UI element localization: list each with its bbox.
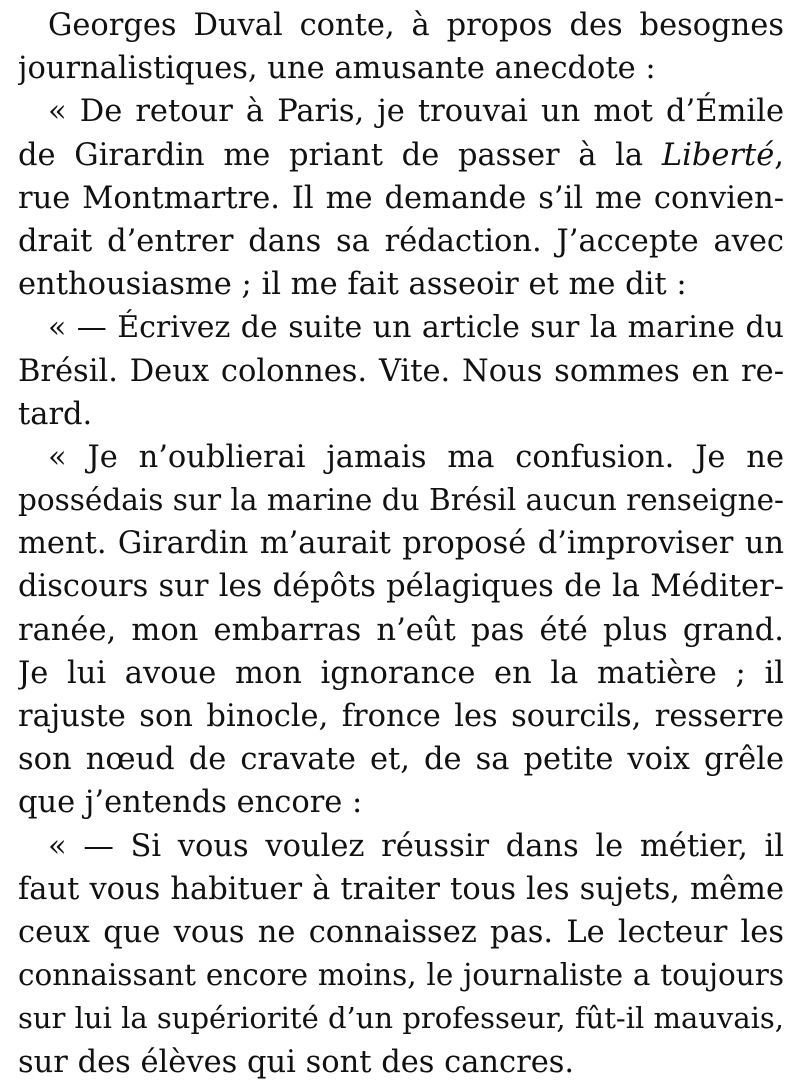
text-line bbox=[18, 954, 784, 997]
line-text: Je lui avoue mon ignorance en la matière ; il bbox=[18, 655, 784, 691]
line-text: « — Écrivez de suite un article sur la marine du bbox=[48, 310, 784, 346]
text-line bbox=[18, 911, 784, 954]
line-text: sur des élèves qui sont des cancres. bbox=[18, 1044, 575, 1080]
text-line bbox=[18, 868, 784, 911]
line-text: ment. Girardin m’aurait proposé d’improviser un bbox=[18, 526, 784, 562]
line-text: discours sur les dépôts pélagiques de la Méditer- bbox=[18, 569, 784, 605]
text-line bbox=[18, 393, 784, 436]
text-line bbox=[18, 263, 784, 306]
line-text: faut vous habituer à traiter tous les sujets, même bbox=[18, 871, 784, 907]
text-line bbox=[18, 825, 784, 868]
line-text: « Je n’oublierai jamais ma confusion. Je ne bbox=[48, 439, 784, 475]
line-text: son nœud de cravate et, de sa petite voix grêle bbox=[18, 742, 784, 778]
line-text: drait d’entrer dans sa rédaction. J’accepte avec bbox=[18, 223, 784, 259]
text-line bbox=[18, 134, 784, 177]
text-line bbox=[18, 565, 784, 608]
text-line bbox=[18, 652, 784, 695]
text-line bbox=[18, 47, 784, 90]
text-line bbox=[18, 609, 784, 652]
text-line bbox=[18, 4, 784, 47]
text-line bbox=[18, 350, 784, 393]
text-line bbox=[18, 781, 784, 824]
line-text: « De retour à Paris, je trouvai un mot d’Émile bbox=[48, 94, 784, 130]
line-text: que j’entends encore : bbox=[18, 785, 363, 821]
text-line bbox=[18, 738, 784, 781]
text-line bbox=[18, 177, 784, 220]
document-page bbox=[18, 4, 784, 1084]
line-text: rue Montmartre. Il me demande s’il me convien- bbox=[18, 180, 784, 216]
line-text: ceux que vous ne connaissez pas. Le lecteur les bbox=[18, 914, 784, 950]
line-text: Brésil. Deux colonnes. Vite. Nous sommes en re- bbox=[18, 353, 784, 389]
line-text: journalistiques, une amusante anecdote : bbox=[18, 51, 656, 87]
text-line bbox=[18, 1041, 784, 1084]
line-text: de Girardin me priant de passer à la bbox=[18, 137, 662, 173]
italic-title: Liberté bbox=[661, 137, 775, 173]
line-text: « — Si vous voulez réussir dans le métier, il bbox=[48, 828, 784, 864]
line-text: sur lui la supériorité d’un professeur, fût-il mauvais, bbox=[18, 1001, 784, 1036]
text-line bbox=[18, 220, 784, 263]
line-text: tard. bbox=[18, 396, 93, 432]
text-line bbox=[18, 522, 784, 565]
text-line bbox=[18, 695, 784, 738]
line-text: rajuste son binocle, fronce les sourcils, resserre bbox=[18, 699, 784, 734]
text-line bbox=[18, 306, 784, 349]
line-punctuation: , bbox=[774, 137, 784, 173]
line-text: possédais sur la marine du Brésil aucun renseigne- bbox=[18, 483, 784, 518]
text-line bbox=[18, 436, 784, 479]
line-text: Georges Duval conte, à propos des besognes bbox=[48, 8, 784, 43]
line-text: enthousiasme ; il me fait asseoir et me dit : bbox=[18, 267, 687, 303]
line-text: connaissant encore moins, le journaliste a toujours bbox=[18, 958, 784, 993]
text-line bbox=[18, 479, 784, 522]
text-line bbox=[18, 997, 784, 1040]
text-line bbox=[18, 90, 784, 133]
line-text: ranée, mon embarras n’eût pas été plus grand. bbox=[18, 612, 784, 648]
